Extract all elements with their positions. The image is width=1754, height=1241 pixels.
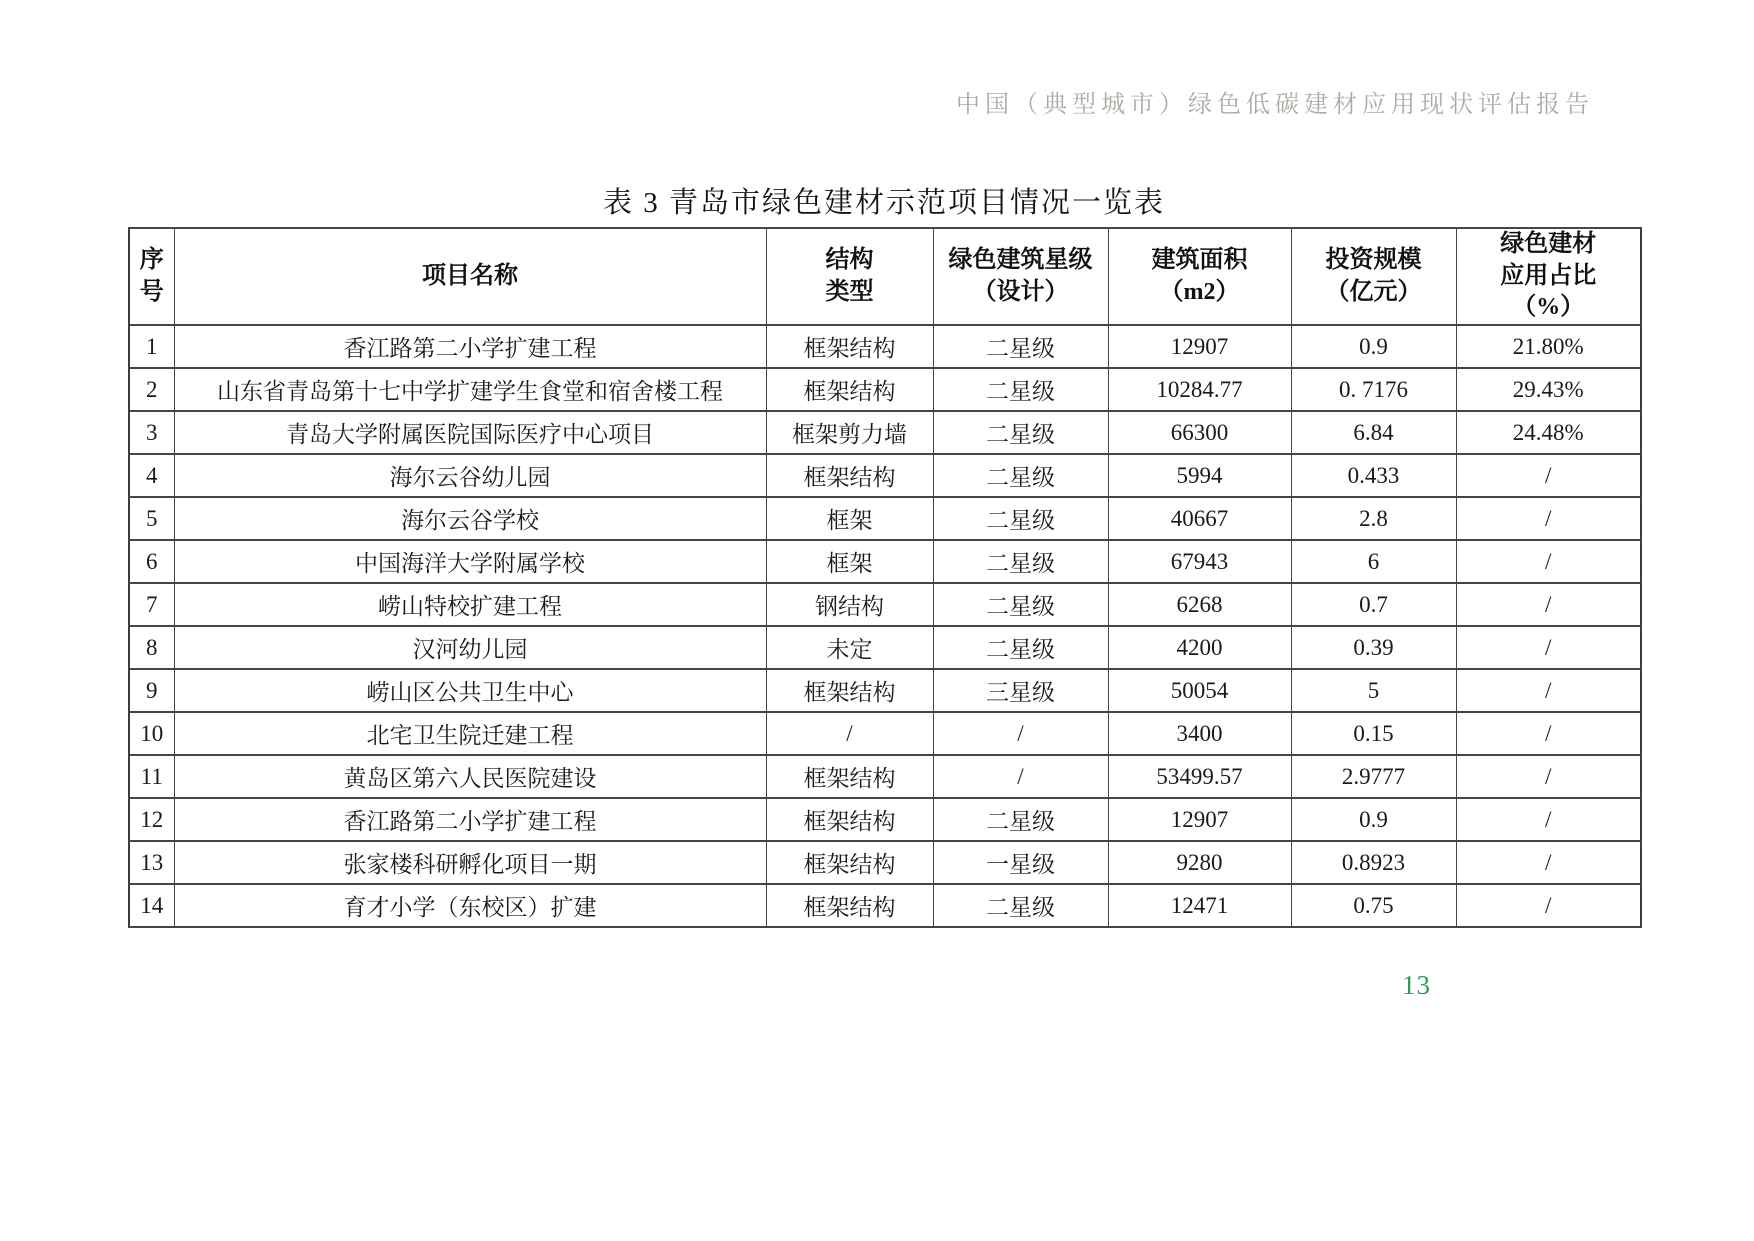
table-row [129, 669, 1641, 712]
green-material-ratio: / [1456, 798, 1641, 841]
header-line: （设计） [972, 278, 1069, 305]
star-rating: 二星级 [933, 626, 1108, 669]
header-line: （%） [1512, 294, 1585, 321]
green-material-ratio: 21.80% [1456, 325, 1641, 368]
green-material-ratio: / [1456, 583, 1641, 626]
green-material-ratio: / [1456, 884, 1641, 927]
structure-type: 框架结构 [766, 325, 933, 368]
green-material-ratio: 29.43% [1456, 368, 1641, 411]
header-line: 类型 [825, 278, 874, 305]
investment: 0. 7176 [1291, 368, 1456, 411]
project-name: 张家楼科研孵化项目一期 [174, 841, 766, 884]
star-rating: 二星级 [933, 368, 1108, 411]
investment: 2.8 [1291, 497, 1456, 540]
project-name: 育才小学（东校区）扩建 [174, 884, 766, 927]
floor-area: 67943 [1108, 540, 1291, 583]
project-name: 山东省青岛第十七中学扩建学生食堂和宿舍楼工程 [174, 368, 766, 411]
floor-area: 12907 [1108, 798, 1291, 841]
row-no: 7 [129, 583, 174, 626]
project-name: 崂山特校扩建工程 [174, 583, 766, 626]
col-header-green-material-ratio [1456, 228, 1641, 325]
table-row [129, 798, 1641, 841]
floor-area: 5994 [1108, 454, 1291, 497]
table-row [129, 497, 1641, 540]
table-row [129, 368, 1641, 411]
investment: 5 [1291, 669, 1456, 712]
floor-area: 66300 [1108, 411, 1291, 454]
table-row [129, 454, 1641, 497]
star-rating: 二星级 [933, 884, 1108, 927]
green-material-ratio: / [1456, 755, 1641, 798]
project-name: 汉河幼儿园 [174, 626, 766, 669]
floor-area: 3400 [1108, 712, 1291, 755]
green-material-ratio: 24.48% [1456, 411, 1641, 454]
structure-type: 框架结构 [766, 841, 933, 884]
floor-area: 50054 [1108, 669, 1291, 712]
structure-type: 框架结构 [766, 368, 933, 411]
structure-type: / [766, 712, 933, 755]
header-line: 绿色建材 [1500, 231, 1597, 257]
green-material-ratio: / [1456, 712, 1641, 755]
star-rating: / [933, 712, 1108, 755]
investment: 0.15 [1291, 712, 1456, 755]
col-header-investment [1291, 228, 1456, 325]
investment: 0.433 [1291, 454, 1456, 497]
row-no: 9 [129, 669, 174, 712]
col-header-project-name [174, 228, 766, 325]
investment: 0.75 [1291, 884, 1456, 927]
table-title: 表 3 青岛市绿色建材示范项目情况一览表 [602, 187, 1165, 219]
col-header-floor-area [1108, 228, 1291, 325]
projects-table [128, 227, 1642, 928]
row-no: 14 [129, 884, 174, 927]
investment: 0.9 [1291, 325, 1456, 368]
star-rating: 一星级 [933, 841, 1108, 884]
row-no: 8 [129, 626, 174, 669]
table-row [129, 884, 1641, 927]
project-name: 香江路第二小学扩建工程 [174, 798, 766, 841]
structure-type: 框架结构 [766, 454, 933, 497]
table-row [129, 626, 1641, 669]
investment: 6.84 [1291, 411, 1456, 454]
investment: 0.39 [1291, 626, 1456, 669]
header-line: （亿元） [1325, 278, 1422, 305]
header-line: 号 [139, 278, 164, 305]
table-header-row [129, 228, 1641, 325]
header-line: 项目名称 [422, 262, 518, 289]
row-no: 6 [129, 540, 174, 583]
floor-area: 6268 [1108, 583, 1291, 626]
structure-type: 框架结构 [766, 755, 933, 798]
project-name: 香江路第二小学扩建工程 [174, 325, 766, 368]
row-no: 13 [129, 841, 174, 884]
investment: 6 [1291, 540, 1456, 583]
structure-type: 框架结构 [766, 798, 933, 841]
green-material-ratio: / [1456, 454, 1641, 497]
star-rating: 二星级 [933, 454, 1108, 497]
project-name: 北宅卫生院迁建工程 [174, 712, 766, 755]
row-no: 11 [129, 755, 174, 798]
floor-area: 12907 [1108, 325, 1291, 368]
structure-type: 未定 [766, 626, 933, 669]
row-no: 2 [129, 368, 174, 411]
table-row [129, 540, 1641, 583]
table-row [129, 712, 1641, 755]
row-no: 4 [129, 454, 174, 497]
structure-type: 钢结构 [766, 583, 933, 626]
header-line: 结构 [825, 246, 874, 273]
header-line: 投资规模 [1325, 246, 1422, 273]
floor-area: 40667 [1108, 497, 1291, 540]
project-name: 青岛大学附属医院国际医疗中心项目 [174, 411, 766, 454]
star-rating: / [933, 755, 1108, 798]
header-line: 应用占比 [1500, 262, 1597, 289]
structure-type: 框架剪力墙 [766, 411, 933, 454]
green-material-ratio: / [1456, 626, 1641, 669]
structure-type: 框架结构 [766, 669, 933, 712]
row-no: 1 [129, 325, 174, 368]
green-material-ratio: / [1456, 540, 1641, 583]
floor-area: 9280 [1108, 841, 1291, 884]
table-row [129, 411, 1641, 454]
star-rating: 二星级 [933, 325, 1108, 368]
header-line: 序 [139, 246, 164, 273]
structure-type: 框架结构 [766, 884, 933, 927]
star-rating: 三星级 [933, 669, 1108, 712]
green-material-ratio: / [1456, 497, 1641, 540]
investment: 0.9 [1291, 798, 1456, 841]
row-no: 10 [129, 712, 174, 755]
table-row [129, 841, 1641, 884]
floor-area: 53499.57 [1108, 755, 1291, 798]
page-number: 13 [1402, 970, 1431, 1000]
green-material-ratio: / [1456, 669, 1641, 712]
project-name: 黄岛区第六人民医院建设 [174, 755, 766, 798]
star-rating: 二星级 [933, 497, 1108, 540]
col-header-star-rating [933, 228, 1108, 325]
table-row [129, 325, 1641, 368]
investment: 0.7 [1291, 583, 1456, 626]
row-no: 5 [129, 497, 174, 540]
table-row [129, 755, 1641, 798]
star-rating: 二星级 [933, 540, 1108, 583]
col-header-structure-type [766, 228, 933, 325]
investment: 0.8923 [1291, 841, 1456, 884]
row-no: 12 [129, 798, 174, 841]
header-line: 建筑面积 [1151, 246, 1248, 273]
star-rating: 二星级 [933, 798, 1108, 841]
project-name: 海尔云谷学校 [174, 497, 766, 540]
header-line: （m2） [1159, 278, 1240, 305]
project-name: 中国海洋大学附属学校 [174, 540, 766, 583]
project-name: 海尔云谷幼儿园 [174, 454, 766, 497]
col-header-no [129, 228, 174, 325]
header-line: 绿色建筑星级 [948, 246, 1093, 273]
row-no: 3 [129, 411, 174, 454]
running-header: 中国（典型城市）绿色低碳建材应用现状评估报告 [956, 92, 1594, 118]
structure-type: 框架 [766, 497, 933, 540]
floor-area: 12471 [1108, 884, 1291, 927]
star-rating: 二星级 [933, 411, 1108, 454]
project-name: 崂山区公共卫生中心 [174, 669, 766, 712]
floor-area: 4200 [1108, 626, 1291, 669]
table-row [129, 583, 1641, 626]
structure-type: 框架 [766, 540, 933, 583]
green-material-ratio: / [1456, 841, 1641, 884]
investment: 2.9777 [1291, 755, 1456, 798]
star-rating: 二星级 [933, 583, 1108, 626]
floor-area: 10284.77 [1108, 368, 1291, 411]
